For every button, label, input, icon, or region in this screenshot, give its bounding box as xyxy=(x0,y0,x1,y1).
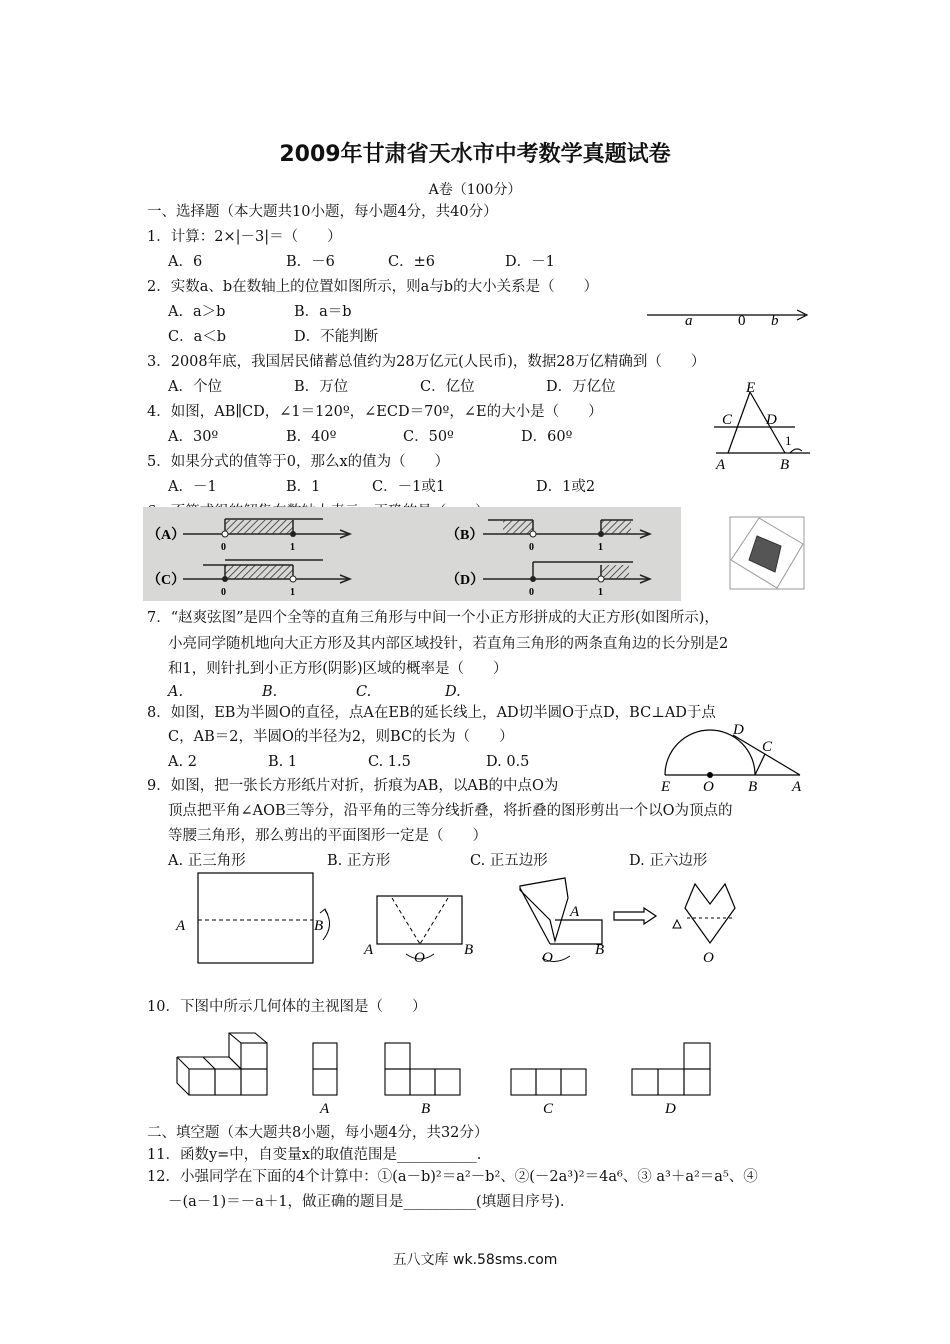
q6-label-a: （A） xyxy=(147,528,186,543)
q6-label-c: （C） xyxy=(147,573,186,588)
q4-option-a: A．30º xyxy=(168,429,219,445)
q7-line3: 和1，则针扎到小正方形(阴影)区域的概率是（ ） xyxy=(168,661,508,677)
q10-stem: 10．下图中所示几何体的主视图是（ ） xyxy=(147,999,427,1015)
q9-fig2-label-o: O xyxy=(414,950,425,966)
q4-option-b: B．40º xyxy=(286,429,337,445)
q9-option-d: D. 正六边形 xyxy=(629,853,708,869)
q9-option-a: A. 正三角形 xyxy=(168,853,246,869)
q8-fig-label-c: C xyxy=(762,739,773,755)
q6-label-d: （D） xyxy=(446,573,485,588)
q7-zhao-shuang-figure xyxy=(729,516,806,590)
q6-b-one: 1 xyxy=(598,542,603,553)
section2-heading: 二、填空题（本大题共8小题，每小题4分，共32分） xyxy=(147,1125,489,1141)
q4-option-d: D．60º xyxy=(521,429,573,445)
q9-option-b: B. 正方形 xyxy=(327,853,391,869)
q2-option-d: D．不能判断 xyxy=(294,329,379,345)
q7-option-c: C. xyxy=(356,684,372,700)
q9-fig3-label-o: O xyxy=(542,950,553,966)
q9-line3: 等腰三角形，那么剪出的平面图形一定是（ ） xyxy=(168,828,487,844)
q3-option-c: C．亿位 xyxy=(420,379,475,395)
q4-option-c: C．50º xyxy=(403,429,454,445)
footer-watermark: 五八文库 wk.58sms.com xyxy=(392,1252,558,1268)
q8-line1: 8．如图，EB为半圆O的直径，点A在EB的延长线上，AD切半圆O于点D，BC⊥AD于点 xyxy=(147,705,716,721)
q8-option-a: A. 2 xyxy=(168,754,197,770)
q8-line2: C，AB＝2，半圆O的半径为2，则BC的长为（ ） xyxy=(168,729,514,745)
q2-stem: 2．实数a、b在数轴上的位置如图所示，则a与b的大小关系是（ ） xyxy=(147,279,599,295)
q8-option-c: C. 1.5 xyxy=(368,754,411,770)
q8-semicircle-figure xyxy=(655,718,815,796)
q2-option-a: A．a＞b xyxy=(168,304,226,320)
q7-option-a: A. xyxy=(168,684,184,700)
q7-line1: 7．“赵爽弦图”是四个全等的直角三角形与中间一个小正方形拼成的大正方形(如图所示)， xyxy=(147,610,719,626)
q4-triangle-figure xyxy=(710,380,820,475)
q2-option-c: C．a＜b xyxy=(168,329,227,345)
q9-fig3-label-a: A xyxy=(570,904,580,920)
q8-fig-label-b: B xyxy=(748,779,758,795)
q9-paper-folding-figure xyxy=(170,868,770,968)
q2-option-b: B．a＝b xyxy=(294,304,352,320)
q1-option-c: C．±6 xyxy=(388,254,435,270)
q6-label-b: （B） xyxy=(446,528,484,543)
q7-option-b: B. xyxy=(262,684,278,700)
q3-option-a: A．个位 xyxy=(168,379,222,395)
q10-label-d: D xyxy=(665,1101,676,1117)
q8-option-d: D. 0.5 xyxy=(486,754,530,770)
page-title: 2009年甘肃省天水市中考数学真题试卷 xyxy=(279,142,671,167)
q8-fig-label-a: A xyxy=(792,779,802,795)
paper-subtitle: A卷（100分） xyxy=(428,182,522,198)
q4-fig-label-c: C xyxy=(722,412,733,428)
q10-label-a: A xyxy=(320,1101,330,1117)
q5-option-c: C．－1或1 xyxy=(372,479,446,495)
q5-option-d: D．1或2 xyxy=(536,479,596,495)
q2-fig-label-zero: 0 xyxy=(738,313,746,329)
q6-a-one: 1 xyxy=(290,542,295,553)
q3-option-d: D．万亿位 xyxy=(546,379,616,395)
q10-label-c: C xyxy=(543,1101,554,1117)
q6-number-lines-figure xyxy=(143,507,681,601)
q9-line1: 9．如图，把一张长方形纸片对折，折痕为AB，以AB的中点O为 xyxy=(147,778,559,794)
q4-fig-label-d: D xyxy=(766,412,777,428)
q4-fig-label-a: A xyxy=(716,457,726,473)
q7-option-d: D. xyxy=(445,684,461,700)
q5-option-a: A．－1 xyxy=(168,479,217,495)
q9-fig3-label-b: B xyxy=(595,942,605,958)
q9-fig2-label-a: A xyxy=(364,942,374,958)
q8-option-b: B. 1 xyxy=(268,754,298,770)
q6-d-one: 1 xyxy=(598,587,603,598)
q4-fig-label-e: E xyxy=(746,380,756,396)
q9-fig4-label-o: O xyxy=(703,950,714,966)
q12-line2: －(a－1)＝－a＋1，做正确的题目是__________(填题目序号). xyxy=(168,1194,565,1210)
q5-stem: 5．如果分式的值等于0，那么x的值为（ ） xyxy=(147,454,450,470)
q9-option-c: C. 正五边形 xyxy=(470,853,548,869)
q11-text: 11．函数y=中，自变量x的取值范围是___________. xyxy=(147,1147,482,1163)
q6-c-one: 1 xyxy=(290,587,295,598)
q5-option-b: B．1 xyxy=(286,479,321,495)
q7-line2: 小亮同学随机地向大正方形及其内部区域投针，若直角三角形的两条直角边的长分别是2 xyxy=(168,636,729,652)
q1-stem: 1．计算：2×|－3|＝（ ） xyxy=(147,229,342,245)
q9-line2: 顶点把平角∠AOB三等分，沿平角的三等分线折叠，将折叠的图形剪出一个以O为顶点的 xyxy=(168,803,733,819)
q1-option-d: D．－1 xyxy=(505,254,555,270)
q3-option-b: B．万位 xyxy=(294,379,349,395)
q10-label-b: B xyxy=(421,1101,431,1117)
q12-line1: 12．小强同学在下面的4个计算中：①(a－b)²＝a²－b²、②(－2a³)²＝4a⁶、③ a³＋a²＝a⁵、④ xyxy=(147,1169,758,1185)
q2-fig-label-a: a xyxy=(685,313,693,329)
q4-fig-label-1: 1 xyxy=(785,433,792,448)
q3-stem: 3．2008年底，我国居民储蓄总值约为28万亿元(人民币)，数据28万亿精确到（ ） xyxy=(147,354,706,370)
q8-fig-label-e: E xyxy=(661,779,671,795)
q9-fig2-label-b: B xyxy=(464,942,474,958)
q2-fig-label-b: b xyxy=(771,313,779,329)
q6-d-zero: 0 xyxy=(529,587,534,598)
q8-fig-label-o: O xyxy=(703,779,714,795)
q6-c-zero: 0 xyxy=(221,587,226,598)
q10-views-figure xyxy=(175,1033,715,1118)
q4-stem: 4．如图，AB∥CD，∠1＝120º，∠ECD＝70º，∠E的大小是（ ） xyxy=(147,404,603,420)
q1-option-b: B．－6 xyxy=(286,254,335,270)
q1-option-a: A．6 xyxy=(168,254,203,270)
q9-fig1-label-a: A xyxy=(176,918,186,934)
q4-fig-label-b: B xyxy=(780,457,790,473)
q6-b-zero: 0 xyxy=(529,542,534,553)
section1-heading: 一、选择题（本大题共10小题，每小题4分，共40分） xyxy=(147,204,498,220)
q8-fig-label-d: D xyxy=(733,722,744,738)
q9-fig1-label-b: B xyxy=(314,918,324,934)
q2-number-line-figure xyxy=(645,305,815,330)
q6-a-zero: 0 xyxy=(221,542,226,553)
